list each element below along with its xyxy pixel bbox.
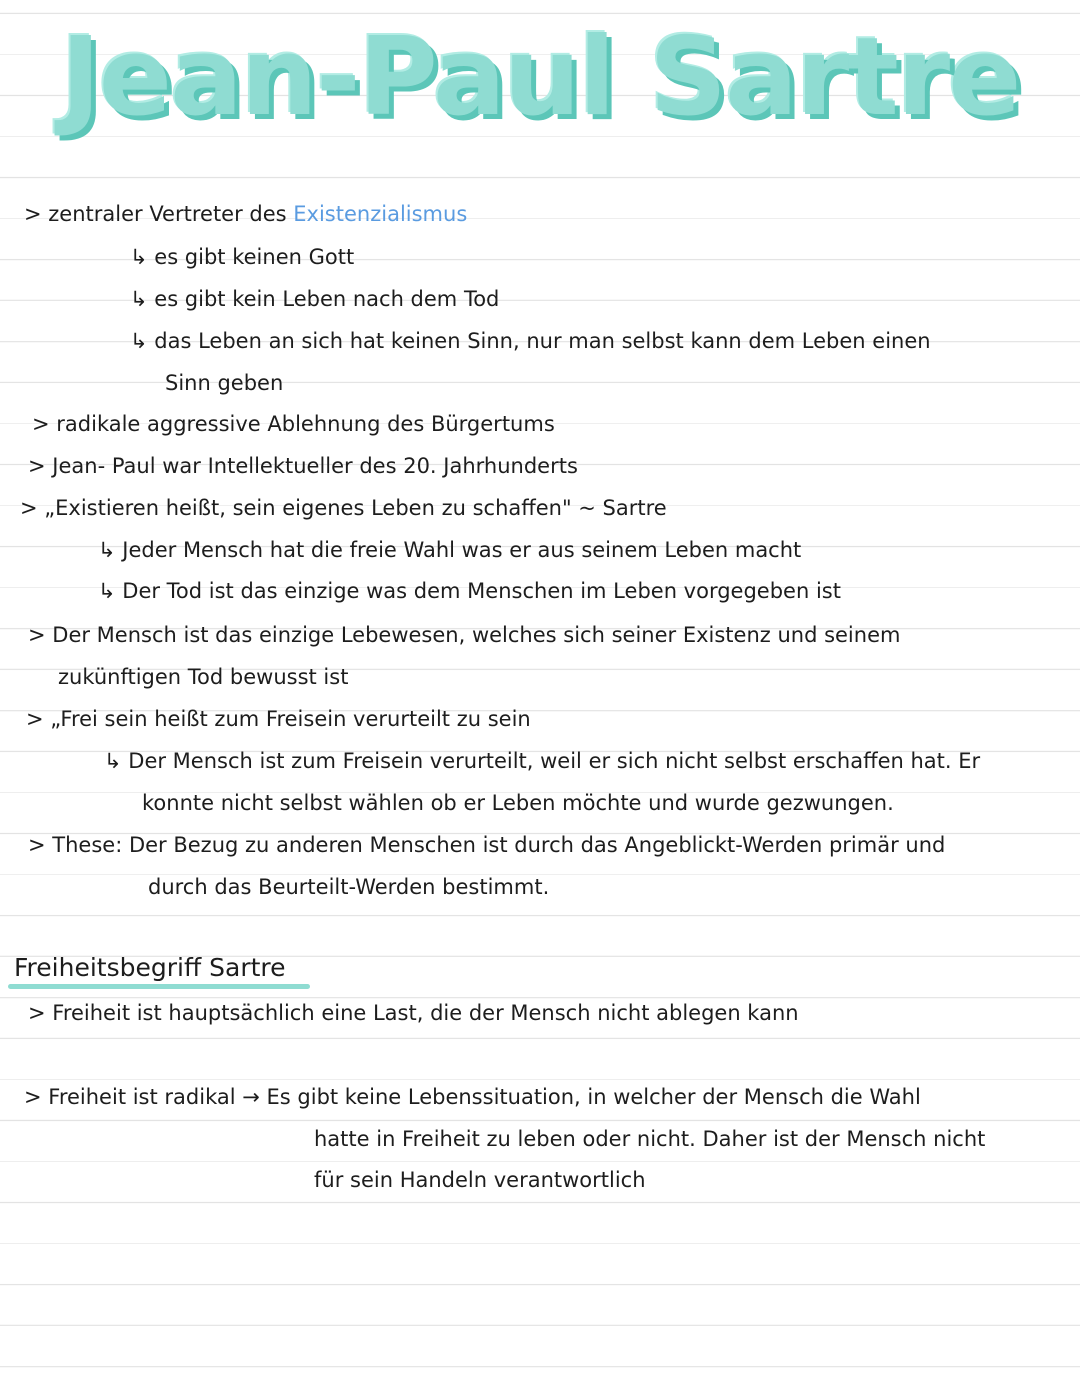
note-line: ↳ Der Tod ist das einzige was dem Menschen im Leben vorgegeben ist	[98, 579, 841, 603]
note-line	[24, 200, 467, 228]
note-line: hatte in Freiheit zu leben oder nicht. Daher ist der Mensch nicht	[314, 1127, 986, 1151]
note-line: ↳ Jeder Mensch hat die freie Wahl was er aus seinem Leben macht	[98, 538, 802, 562]
note-line: > radikale aggressive Ablehnung des Bürgertums	[32, 412, 555, 436]
note-line: > Freiheit ist hauptsächlich eine Last, die der Mensch nicht ablegen kann	[28, 1001, 799, 1025]
note-line: Sinn geben	[165, 371, 284, 395]
note-line-text: > zentraler Vertreter des	[24, 202, 294, 226]
page-title: Jean-Paul Sartre	[60, 15, 1020, 140]
note-line: ↳ Der Mensch ist zum Freisein verurteilt, weil er sich nicht selbst erschaffen hat. Er	[104, 749, 981, 773]
note-line: für sein Handeln verantwortlich	[314, 1168, 646, 1192]
existenzialismus-term: Existenzialismus	[293, 202, 468, 226]
note-line: durch das Beurteilt-Werden bestimmt.	[148, 875, 550, 899]
note-line: > „Frei sein heißt zum Freisein verurteilt zu sein	[26, 707, 531, 731]
note-line: konnte nicht selbst wählen ob er Leben möchte und wurde gezwungen.	[142, 791, 894, 815]
note-line: > Der Mensch ist das einzige Lebewesen, welches sich seiner Existenz und seinem	[28, 623, 901, 647]
note-line: ↳ das Leben an sich hat keinen Sinn, nur man selbst kann dem Leben einen	[130, 329, 931, 353]
note-line: > Jean- Paul war Intellektueller des 20. Jahrhunderts	[28, 454, 578, 478]
note-line: ↳ es gibt keinen Gott	[130, 245, 355, 269]
note-line: > These: Der Bezug zu anderen Menschen ist durch das Angeblickt-Werden primär und	[28, 833, 946, 857]
note-line: > Freiheit ist radikal → Es gibt keine Lebenssituation, in welcher der Mensch die Wahl	[24, 1085, 921, 1109]
note-line: zukünftigen Tod bewusst ist	[58, 665, 349, 689]
section-heading: Freiheitsbegriff Sartre	[14, 953, 286, 982]
note-line: ↳ es gibt kein Leben nach dem Tod	[130, 287, 500, 311]
note-line: > „Existieren heißt, sein eigenes Leben zu schaffen" ~ Sartre	[20, 496, 667, 520]
heading-underline	[8, 984, 310, 989]
